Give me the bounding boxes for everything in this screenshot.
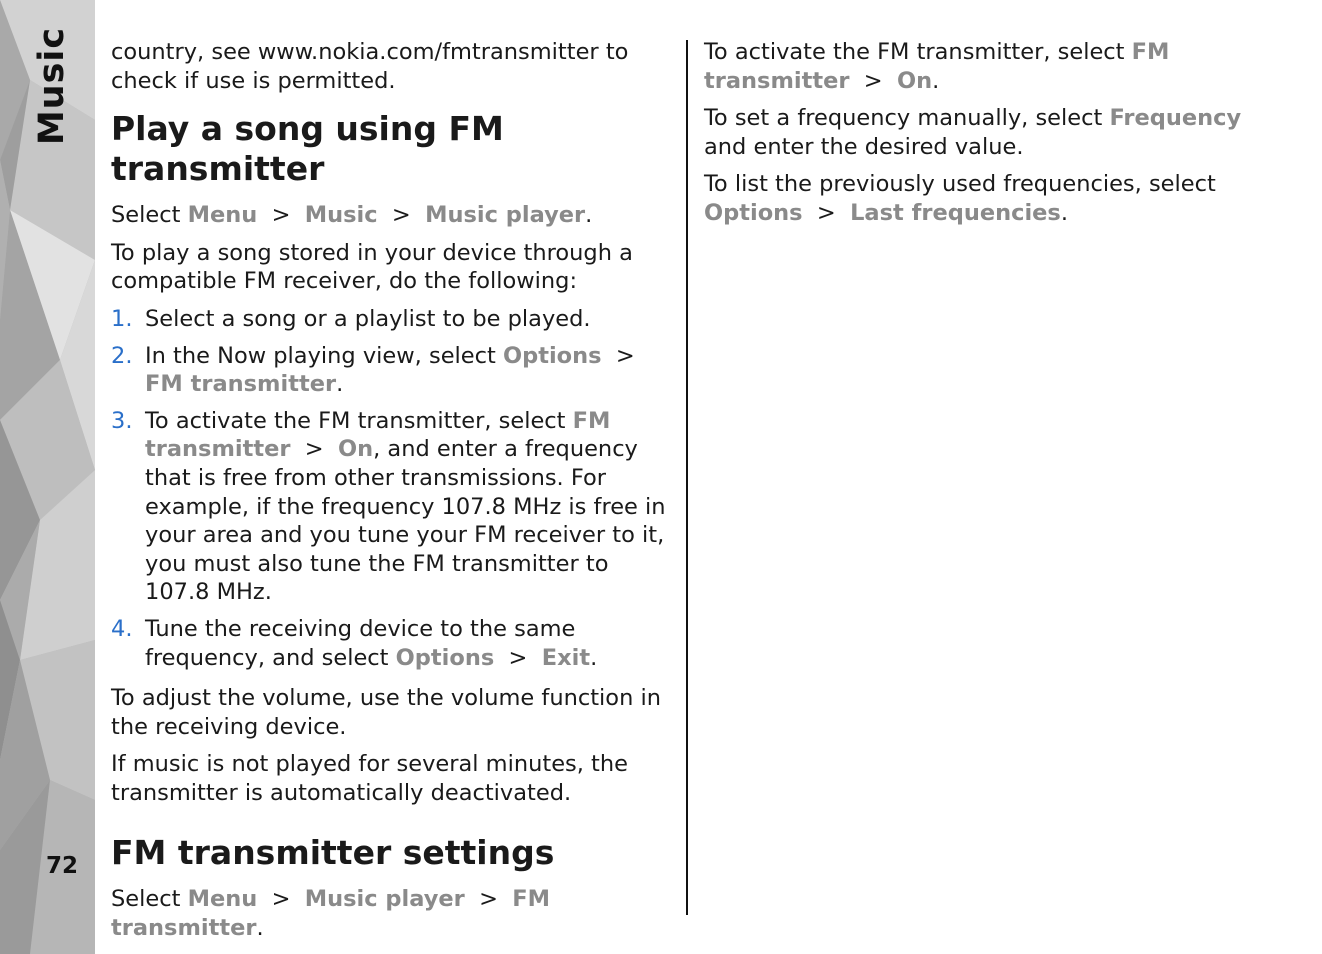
path-separator: > bbox=[615, 342, 635, 369]
path-separator: > bbox=[508, 644, 528, 671]
menu-path-music-player: Select Menu > Music > Music player. bbox=[111, 202, 593, 229]
activate-paragraph: To activate the FM transmitter, select FM transmitter > On. bbox=[704, 39, 1170, 94]
section-heading-fm-settings: FM transmitter settings bbox=[111, 833, 555, 873]
step-number: 3. bbox=[111, 407, 133, 434]
menu-item-fm-transmitter: FM transmitter bbox=[111, 886, 551, 942]
menu-item-last-frequencies: Last frequencies bbox=[850, 199, 1061, 226]
sidebar-decoration bbox=[0, 0, 95, 954]
list-item: 3. To activate the FM transmitter, select FM transmitter > On, and enter a frequency that is free from other transmissions. For example, if the frequency 107.8 MHz is free in your area and you tune your FM receiver to it, you must also tune the FM transmitter to 107.8 MHz. bbox=[111, 407, 666, 606]
path-separator: > bbox=[271, 202, 291, 229]
steps-list bbox=[111, 305, 676, 672]
page-number: 72 bbox=[46, 853, 79, 879]
menu-item-menu: Menu bbox=[187, 202, 258, 229]
path-separator: > bbox=[479, 886, 498, 913]
menu-item-menu: Menu bbox=[187, 886, 258, 913]
instruction-paragraph: To play a song stored in your device through a compatible FM receiver, do the following: bbox=[111, 239, 633, 295]
list-item: 4. Tune the receiving device to the same frequency, and select Options > Exit. bbox=[111, 615, 598, 671]
menu-item-on: On bbox=[337, 436, 374, 463]
left-column bbox=[111, 38, 676, 952]
menu-item-fm-transmitter: FM transmitter bbox=[704, 39, 1170, 94]
menu-item-fm-transmitter: FM transmitter bbox=[145, 407, 611, 463]
menu-item-frequency: Frequency bbox=[1109, 105, 1242, 132]
path-separator: > bbox=[863, 67, 883, 94]
manual-frequency-paragraph: To set a frequency manually, select Frequency and enter the desired value. bbox=[704, 105, 1242, 160]
menu-item-music-player: Music player bbox=[425, 202, 586, 229]
section-heading-play-song: Play a song using FM transmitter bbox=[111, 109, 504, 189]
menu-item-fm-transmitter: FM transmitter bbox=[145, 371, 337, 398]
path-separator: > bbox=[391, 202, 411, 229]
step-text: Select a song or a playlist to be played. bbox=[145, 305, 591, 332]
section-title: Music bbox=[32, 26, 73, 146]
menu-item-options: Options bbox=[704, 199, 803, 226]
list-item: 2. In the Now playing view, select Options > FM transmitter. bbox=[111, 342, 635, 398]
path-separator: > bbox=[271, 886, 291, 913]
menu-item-on: On bbox=[896, 67, 933, 94]
path-separator: > bbox=[816, 199, 836, 226]
auto-off-note: If music is not played for several minutes, the transmitter is automatically deactivated. bbox=[111, 751, 628, 806]
menu-item-music-player: Music player bbox=[304, 886, 465, 913]
step-number: 2. bbox=[111, 342, 133, 369]
volume-note: To adjust the volume, use the volume function in the receiving device. bbox=[111, 685, 661, 740]
menu-path-fm-transmitter: Select Menu > Music player > FM transmitter. bbox=[111, 886, 551, 942]
menu-item-options: Options bbox=[502, 342, 602, 369]
path-separator: > bbox=[304, 436, 324, 463]
column-divider bbox=[686, 40, 688, 915]
step-number: 4. bbox=[111, 615, 133, 642]
right-column bbox=[704, 38, 1264, 237]
step-number: 1. bbox=[111, 305, 133, 332]
menu-item-music: Music bbox=[304, 202, 378, 229]
section-tab bbox=[22, 26, 82, 146]
menu-item-options: Options bbox=[395, 644, 495, 671]
menu-item-exit: Exit bbox=[541, 644, 591, 671]
intro-paragraph: country, see www.nokia.com/fmtransmitter to check if use is permitted. bbox=[111, 39, 629, 94]
list-item bbox=[111, 305, 676, 334]
last-frequencies-paragraph: To list the previously used frequencies, select Options > Last frequencies. bbox=[704, 171, 1216, 226]
